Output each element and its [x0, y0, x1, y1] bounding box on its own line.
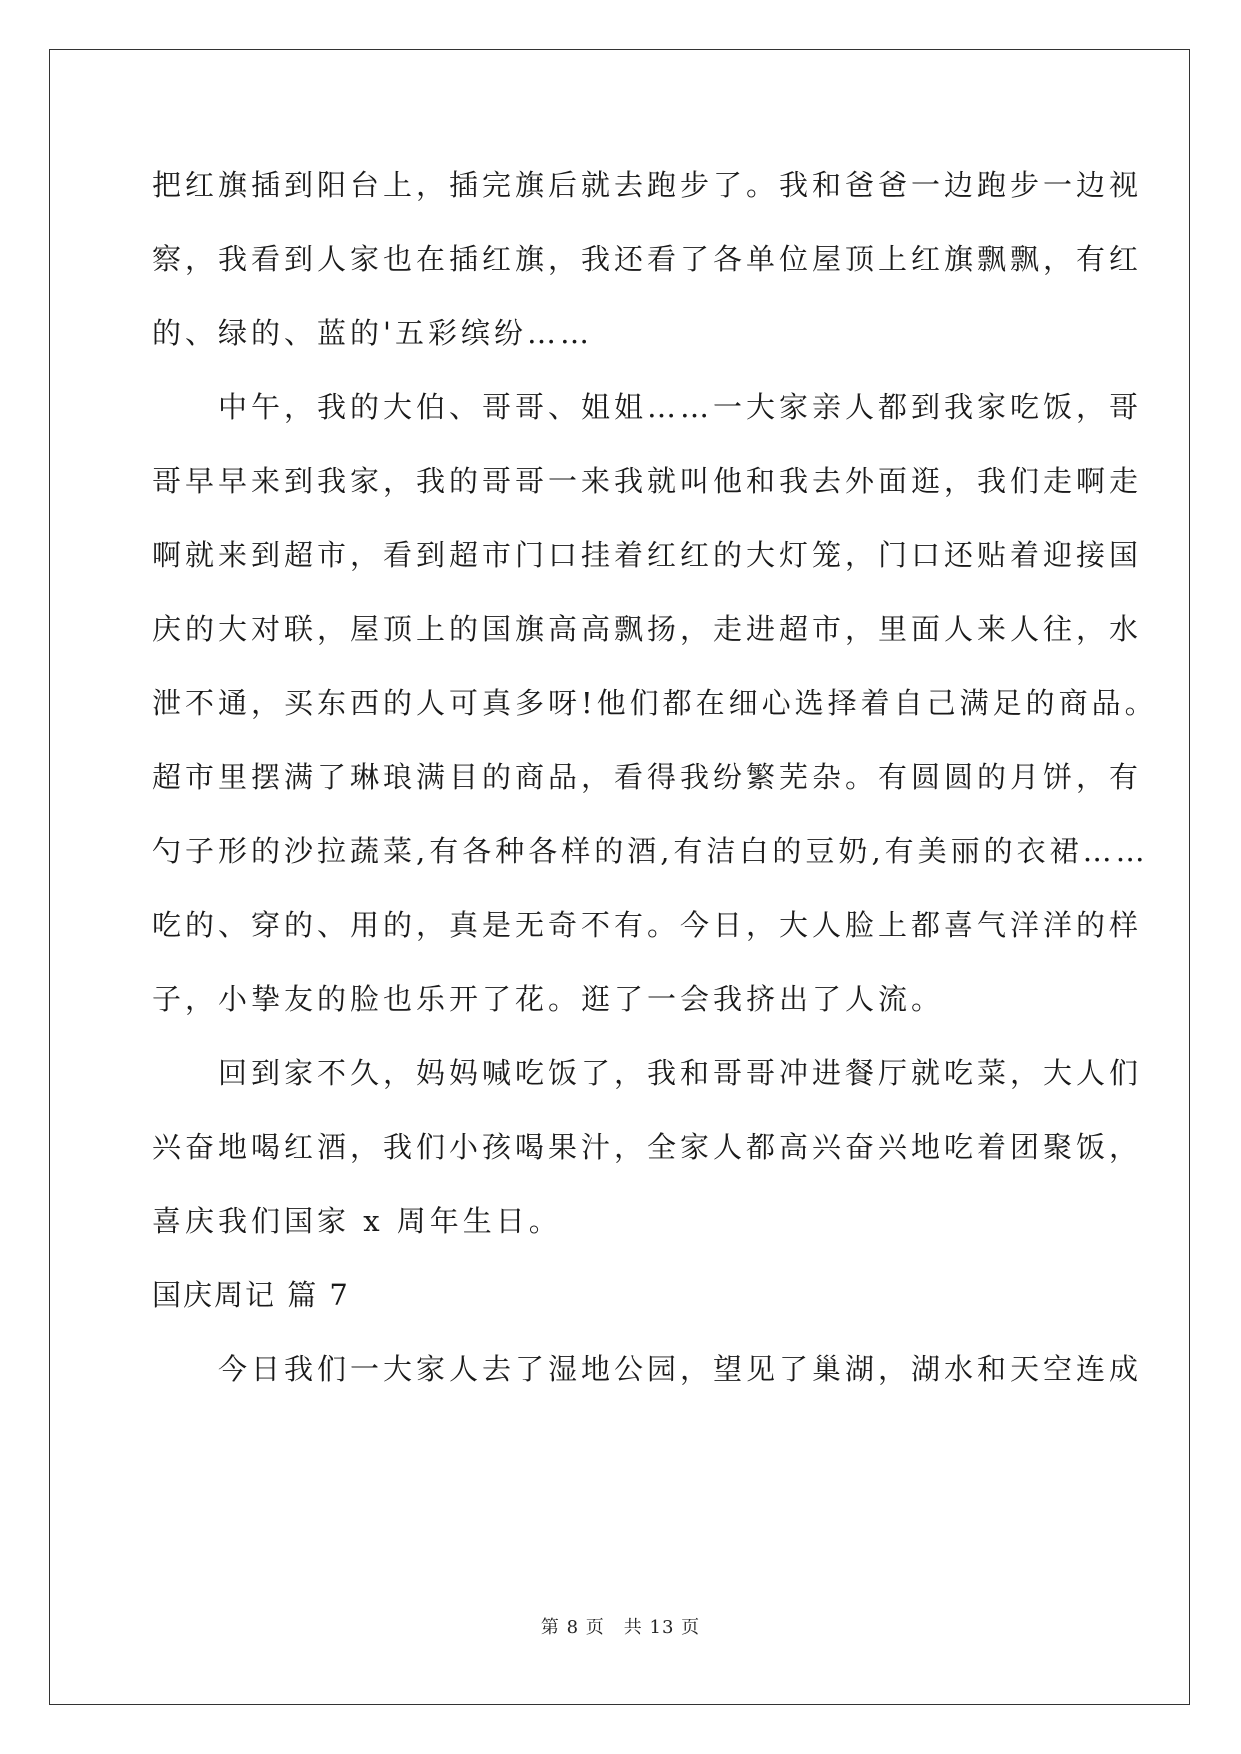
paragraph-line: 泄不通，买东西的人可真多呀!他们都在细心选择着自己满足的商品。 [152, 686, 1158, 720]
paragraph-line: 庆的大对联，屋顶上的国旗高高飘扬，走进超市，里面人来人往，水 [152, 612, 1143, 646]
paragraph-line: 兴奋地喝红酒，我们小孩喝果汁，全家人都高兴奋兴地吃着团聚饭， [152, 1130, 1143, 1164]
paragraph-line: 把红旗插到阳台上，插完旗后就去跑步了。我和爸爸一边跑步一边视 [152, 168, 1143, 202]
paragraph-line: 啊就来到超市，看到超市门口挂着红红的大灯笼，门口还贴着迎接国 [152, 538, 1143, 572]
paragraph-line: 吃的、穿的、用的，真是无奇不有。今日，大人脸上都喜气洋洋的样 [152, 908, 1143, 942]
paragraph-line: 回到家不久，妈妈喊吃饭了，我和哥哥冲进餐厅就吃菜，大人们 [218, 1056, 1143, 1090]
document-body [152, 160, 1158, 1418]
section-heading: 国庆周记 篇 7 [152, 1278, 350, 1312]
page-number-footer: 第 8 页 共 13 页 [540, 1617, 701, 1638]
paragraph-line: 的、绿的、蓝的'五彩缤纷…… [152, 316, 593, 350]
paragraph-line: 哥早早来到我家，我的哥哥一来我就叫他和我去外面逛，我们走啊走 [152, 464, 1143, 498]
paragraph-line: 超市里摆满了琳琅满目的商品，看得我纷繁芜杂。有圆圆的月饼，有 [152, 760, 1143, 794]
paragraph-line: 察，我看到人家也在插红旗，我还看了各单位屋顶上红旗飘飘，有红 [152, 242, 1143, 276]
paragraph-line: 今日我们一大家人去了湿地公园，望见了巢湖，湖水和天空连成 [218, 1352, 1143, 1386]
paragraph-line: 中午，我的大伯、哥哥、姐姐……一大家亲人都到我家吃饭，哥 [218, 390, 1143, 424]
paragraph-line: 喜庆我们国家 x 周年生日。 [152, 1204, 562, 1238]
paragraph-line: 子，小挚友的脸也乐开了花。逛了一会我挤出了人流。 [152, 982, 945, 1016]
paragraph-line: 勺子形的沙拉蔬菜,有各种各样的酒,有洁白的豆奶,有美丽的衣裙…… [152, 834, 1149, 868]
